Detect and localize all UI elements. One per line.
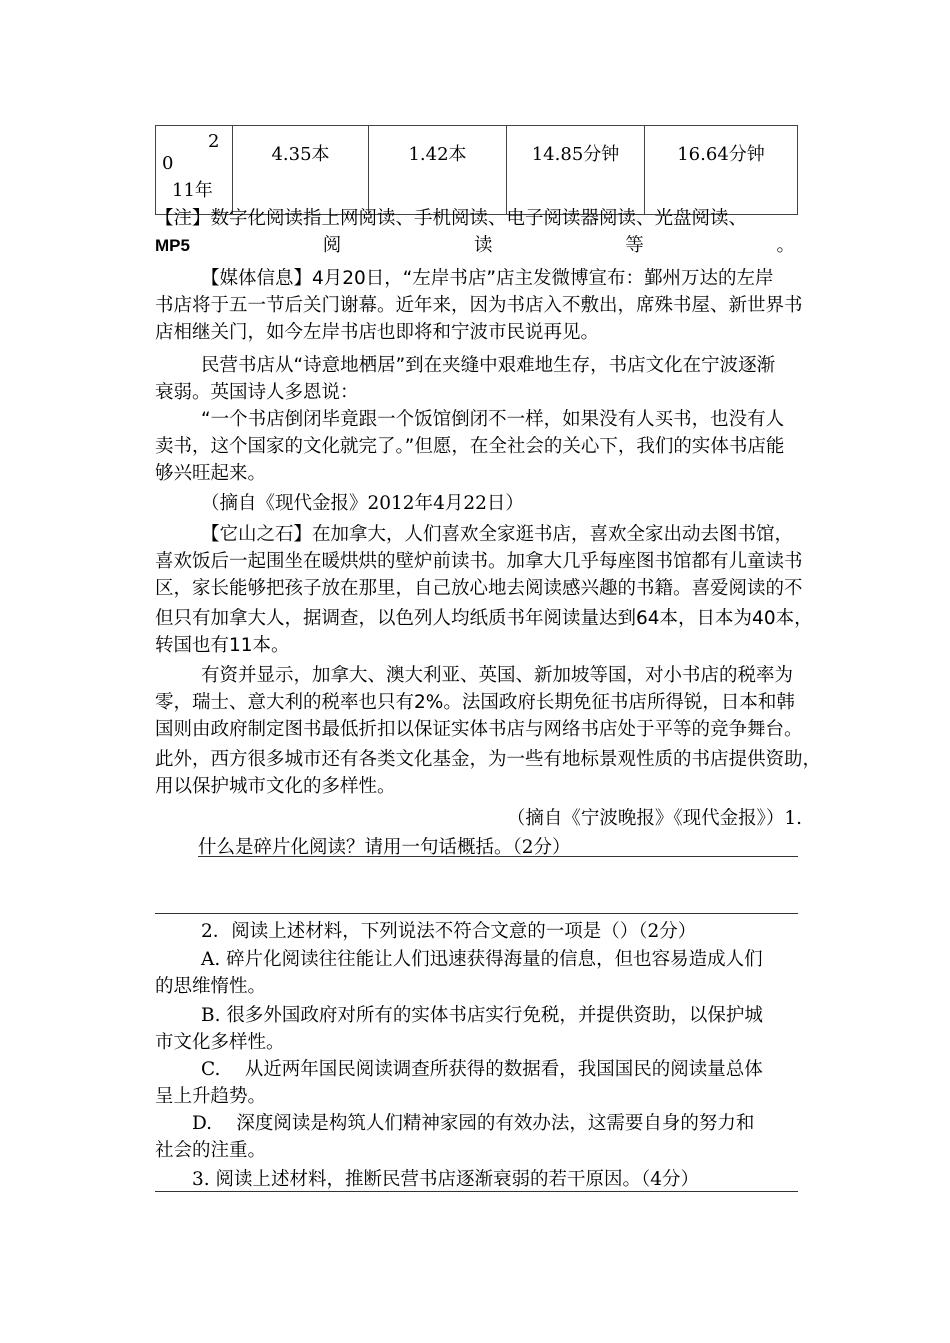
table-cell: 4.35本 bbox=[233, 126, 369, 215]
media-line: 店相继关门，如今左岸书店也即将和宁波市民说再见。 bbox=[155, 322, 600, 343]
media-line: 【媒体信息】4月20日，“左岸书店”店主发微博宣布：鄞州万达的左岸 bbox=[201, 268, 774, 289]
note-line-2 bbox=[155, 232, 795, 259]
other-source: （摘自《宁波晚报》《现代金报》）1. bbox=[506, 808, 802, 829]
other-line: 喜欢饭后一起围坐在暖烘烘的壁炉前读书。加拿大几乎每座图书馆都有儿童读书 bbox=[155, 551, 803, 572]
note-word: 等 bbox=[625, 235, 644, 256]
answer-line bbox=[198, 856, 798, 857]
other-para2-line: 国则由政府制定图书最低折扣以保证实体书店与网络书店处于平等的竞争舞台。 bbox=[155, 719, 803, 740]
other-line: 转国也有11本。 bbox=[155, 635, 290, 656]
table-cell: 16.64分钟 bbox=[645, 126, 798, 215]
other-line: 【它山之石】在加拿大，人们喜欢全家逛书店，喜欢全家出动去图书馆， bbox=[201, 524, 794, 545]
quote-line: 卖书，这个国家的文化就完了。”但愿，在全社会的关心下，我们的实体书店能 bbox=[155, 436, 785, 457]
quote-line: 够兴旺起来。 bbox=[155, 463, 267, 484]
answer-line bbox=[155, 913, 798, 914]
media-para2-line: 民营书店从“诗意地栖居”到在夹缝中艰难地生存，书店文化在宁波逐渐 bbox=[201, 355, 776, 376]
table-cell: 1.42本 bbox=[369, 126, 507, 215]
other-para2-line: 用以保护城市文化的多样性。 bbox=[155, 776, 396, 797]
option-a-cont: 的思维惰性。 bbox=[155, 976, 267, 997]
option-b-cont: 市文化多样性。 bbox=[155, 1032, 285, 1053]
reading-stats-table bbox=[155, 125, 798, 215]
table-cell: 14.85分钟 bbox=[507, 126, 645, 215]
note-word: 阅 bbox=[322, 235, 342, 256]
question-1: 什么是碎片化阅读？请用一句话概括。（2分） bbox=[198, 837, 571, 858]
year-part-2: 0 bbox=[162, 153, 174, 174]
option-d-cont: 社会的注重。 bbox=[155, 1140, 267, 1161]
question-2: 2．阅读上述材料，下列说法不符合文意的一项是（）（2分） bbox=[201, 921, 697, 942]
other-para2-line: 零，瑞士、意大利的税率也只有2%。法国政府长期免征书店所得锐，日本和韩 bbox=[155, 692, 795, 713]
note-word: 读 bbox=[473, 235, 493, 256]
other-para2-line: 有资并显示，加拿大、澳大利亚、英国、新加坡等国，对小书店的税率为 bbox=[201, 665, 794, 686]
note-word: 。 bbox=[776, 235, 795, 256]
option-d: D. 深度阅读是构筑人们精神家园的有效办法，这需要自身的努力和 bbox=[192, 1113, 755, 1134]
question-3: 3. 阅读上述材料，推断民营书店逐渐衰弱的若干原因。（4分） bbox=[192, 1169, 700, 1190]
year-part-3: 11年 bbox=[172, 180, 213, 201]
other-para2-line: 此外，西方很多城市还有各类文化基金，为一些有地标景观性质的书店提供资助， bbox=[155, 749, 822, 770]
year-part-1: 2 bbox=[208, 131, 220, 152]
year-cell bbox=[156, 126, 233, 215]
media-para2-line: 衰弱。英国诗人多恩说： bbox=[155, 382, 359, 403]
other-line: 区，家长能够把孩子放在那里，自己放心地去阅读感兴趣的书籍。喜爱阅读的不 bbox=[155, 578, 803, 599]
answer-line bbox=[155, 1191, 798, 1192]
option-b: B. 很多外国政府对所有的实体书店实行免税，并提供资助，以保护城 bbox=[201, 1005, 763, 1026]
table-row bbox=[156, 126, 798, 215]
other-line: 但只有加拿大人，据调查，以色列人均纸质书年阅读量达到64本，日本为40本， bbox=[155, 608, 813, 629]
quote-line: “一个书店倒闭毕竟跟一个饭馆倒闭不一样，如果没有人买书，也没有人 bbox=[201, 409, 785, 430]
option-a: A. 碎片化阅读往往能让人们迅速获得海量的信息，但也容易造成人们 bbox=[201, 949, 763, 970]
option-c: C. 从近两年国民阅读调查所获得的数据看，我国国民的阅读量总体 bbox=[201, 1059, 763, 1080]
media-line: 书店将于五一节后关门谢幕。近年来，因为书店入不敷出，席殊书屋、新世界书 bbox=[155, 295, 803, 316]
note-word: MP5 bbox=[155, 236, 190, 255]
note-line-1: 【注】数字化阅读指上网阅读、手机阅读、电子阅读器阅读、光盘阅读、 bbox=[155, 208, 748, 229]
media-source: （摘自《现代金报》2012年4月22日） bbox=[201, 493, 524, 514]
option-c-cont: 呈上升趋势。 bbox=[155, 1086, 267, 1107]
